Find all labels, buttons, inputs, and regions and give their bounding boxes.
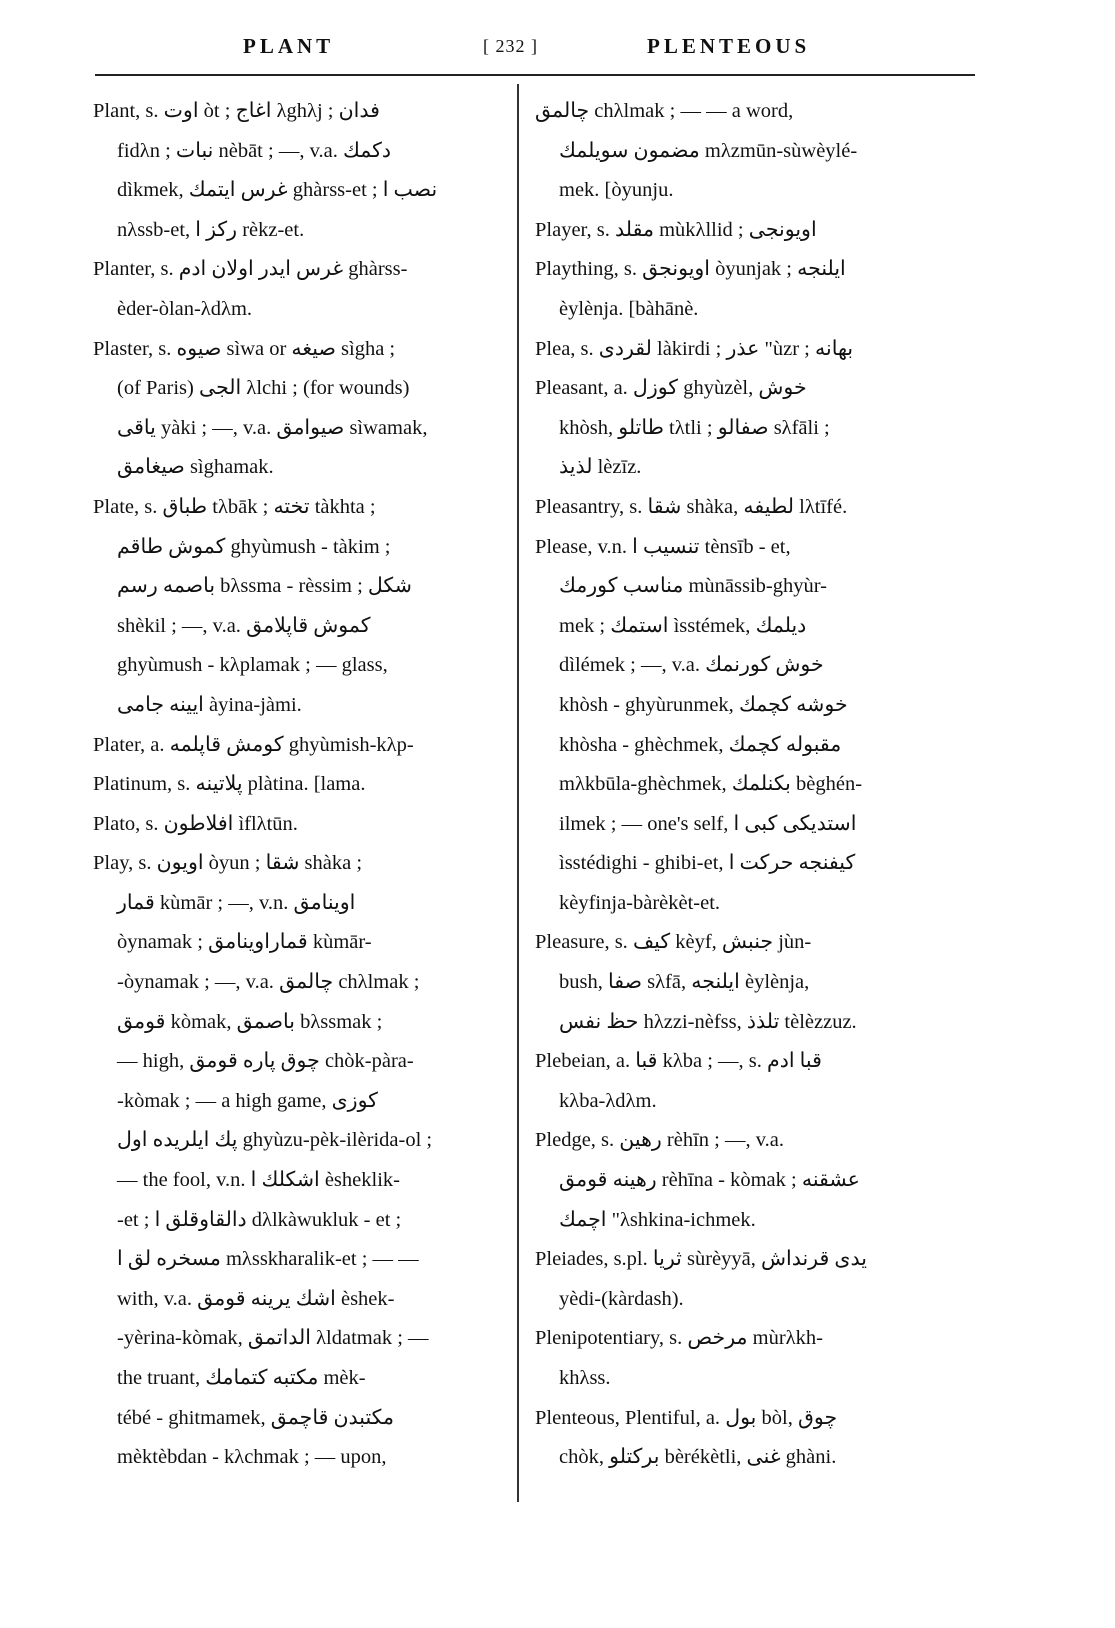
entry-continuation-line: kλba-λdλm. xyxy=(559,1089,657,1112)
entry-continuation-line: قمار kùmār ; —, v.n. اوينامق xyxy=(117,891,356,914)
entry-first-line: چالمق chλlmak ; — — a word, xyxy=(535,100,794,122)
header-left-word: PLANT xyxy=(243,34,335,58)
entry-continuation-line: dìlémek ; —, v.a. خوش كورنمك xyxy=(559,654,824,677)
entry-continuation-line: ياقى yàki ; —, v.a. صيوامق sìwamak, xyxy=(117,416,428,439)
entry-continuation-line: bush, صفا sλfā, ايلنجه èylènja, xyxy=(559,971,810,994)
entry-first-line: Plater, a. كومش قاپلمه ghyùmish-kλp- xyxy=(93,733,414,756)
entry-first-line: Plebeian, a. قبا kλba ; —, s. قبا ادم xyxy=(535,1050,822,1073)
dictionary-entry xyxy=(535,528,955,924)
entry-continuation-line: -òynamak ; —, v.a. چالمق chλlmak ; xyxy=(117,971,420,994)
dictionary-entry xyxy=(93,330,508,488)
dictionary-entry xyxy=(93,726,508,766)
right-column xyxy=(535,92,955,1478)
entry-continuation-line: — the fool, v.n. اشكلك ا èsheklik- xyxy=(117,1169,400,1192)
dictionary-entry xyxy=(535,488,955,528)
entry-continuation-line: لذيذ lèzīz. xyxy=(559,456,642,479)
entry-first-line: Plenteous, Plentiful, a. بول bòl, چوق xyxy=(535,1406,838,1429)
entry-first-line: Plenipotentiary, s. مرخص mùrλkh- xyxy=(535,1327,823,1350)
entry-continuation-line: with, v.a. اشك يرينه قومق èshek- xyxy=(117,1287,395,1310)
entry-continuation-line: chòk, بركتلو bèrékètli, غنى ghàni. xyxy=(559,1446,837,1469)
column-divider xyxy=(517,84,519,1502)
dictionary-entry xyxy=(93,805,508,845)
entry-continuation-line: mèktèbdan - kλchmak ; — upon, xyxy=(117,1446,387,1469)
entry-continuation-line: حظ نفس hλzzi-nèfss, تلذذ tèlèzzuz. xyxy=(559,1010,857,1033)
entry-first-line: Pleasure, s. كيف kèyf, جنبش jùn- xyxy=(535,931,812,954)
entry-continuation-line: مناسب كورمك mùnāssib-ghyùr- xyxy=(559,575,827,598)
entry-continuation-line: fidλn ; نبات nèbāt ; —, v.a. دكمك xyxy=(117,139,391,162)
entry-first-line: Platinum, s. پلاتينه plàtina. [lama. xyxy=(93,773,366,796)
entry-continuation-line: mek. [òyunju. xyxy=(559,179,674,202)
dictionary-entry xyxy=(93,844,508,1478)
dictionary-entry xyxy=(93,250,508,329)
dictionary-entry xyxy=(535,923,955,1042)
header-rule xyxy=(95,74,975,76)
entry-continuation-line: yèdi-(kàrdash). xyxy=(559,1287,684,1310)
entry-first-line: Pleasantry, s. شقا shàka, لطيفه lλtīfé. xyxy=(535,495,848,518)
entry-continuation-line: mek ; استمك ìsstémek, ديلمك xyxy=(559,614,807,637)
entry-continuation-line: èder-òlan-λdλm. xyxy=(117,297,253,320)
entry-first-line: Plaster, s. صيوه sìwa or صيغه sìgha ; xyxy=(93,337,396,360)
dictionary-entry xyxy=(535,369,955,488)
entry-continuation-line: كموش طاقم ghyùmush - tàkim ; xyxy=(117,535,391,558)
dictionary-entry xyxy=(535,250,955,329)
entry-continuation-line: اچمك "λshkina-ichmek. xyxy=(559,1208,756,1231)
entry-first-line: Plate, s. طباق tλbāk ; تخته tàkhta ; xyxy=(93,495,376,518)
entry-continuation-line: مضمون سويلمك mλzmūn-sùwèylé- xyxy=(559,139,858,162)
dictionary-entry xyxy=(535,211,955,251)
entry-continuation-line: پك ايلريده اول ghyùzu-pèk-ilèrida-ol ; xyxy=(117,1129,433,1152)
header-right-word: PLENTEOUS xyxy=(647,34,811,58)
entry-continuation-line: dìkmek, غرس ايتمك ghàrss-et ; نصب ا xyxy=(117,179,438,202)
dictionary-entry xyxy=(535,1319,955,1398)
entry-first-line: Player, s. مقلد mùkλllid ; اويونجى xyxy=(535,218,817,241)
dictionary-entry xyxy=(535,92,955,211)
entry-continuation-line: -kòmak ; — a high game, كوزى xyxy=(117,1089,378,1112)
entry-first-line: Pleiades, s.pl. ثريا sùrèyyā, يدى قرنداش xyxy=(535,1248,867,1271)
page-number: [ 232 ] xyxy=(483,36,538,56)
entry-continuation-line: ايينه جامى àyina-jàmi. xyxy=(117,693,302,716)
entry-first-line: Please, v.n. تنسيب ا tènsīb - et, xyxy=(535,535,791,558)
entry-first-line: Play, s. اويون òyun ; شقا shàka ; xyxy=(93,852,363,875)
entry-continuation-line: ilmek ; — one's self, استديكى كبى ا xyxy=(559,812,857,835)
dictionary-entry xyxy=(535,330,955,370)
entry-continuation-line: (of Paris) الجى λlchi ; (for wounds) xyxy=(117,377,410,400)
entry-continuation-line: mλkbūla-ghèchmek, بكنلمك bèghén- xyxy=(559,773,863,796)
entry-first-line: Pleasant, a. كوزل ghyùzèl, خوش xyxy=(535,377,807,400)
dictionary-entry xyxy=(535,1240,955,1319)
entry-first-line: Pledge, s. رهين rèhīn ; —, v.a. xyxy=(535,1129,785,1152)
dictionary-entry xyxy=(535,1399,955,1478)
entry-continuation-line: shèkil ; —, v.a. كموش قاپلامق xyxy=(117,614,371,637)
entry-first-line: Planter, s. غرس ايدر اولان ادم ghàrss- xyxy=(93,258,408,281)
page-header xyxy=(95,28,975,74)
entry-continuation-line: رهينه قومق rèhīna - kòmak ; عشقنه xyxy=(559,1169,860,1192)
entry-continuation-line: مسخره لق ا mλsskharalik-et ; — — xyxy=(117,1248,419,1271)
entry-continuation-line: khòsh, طاتلو tλtli ; صفالو sλfāli ; xyxy=(559,416,830,439)
left-column xyxy=(93,92,508,1478)
entry-continuation-line: èylènja. [bàhānè. xyxy=(559,297,699,320)
entry-first-line: Plea, s. لقردى làkirdi ; عذر "ùzr ; بهانه xyxy=(535,337,854,360)
entry-first-line: Plant, s. اوت òt ; اغاج λghλj ; فدان xyxy=(93,100,380,122)
entry-first-line: Plaything, s. اويونجق òyunjak ; ايلنجه xyxy=(535,258,846,281)
entry-continuation-line: khλss. xyxy=(559,1367,611,1389)
dictionary-entry xyxy=(93,488,508,726)
entry-continuation-line: -et ; دالقاوقلق ا dλlkàwukluk - et ; xyxy=(117,1208,402,1231)
entry-continuation-line: the truant, مكتبه كتمامك mèk- xyxy=(117,1367,366,1389)
entry-continuation-line: ìsstédighi - ghibi-et, كيفنجه حركت ا xyxy=(559,852,856,875)
entry-continuation-line: قومق kòmak, باصمق bλssmak ; xyxy=(117,1010,383,1033)
entry-first-line: Plato, s. افلاطون ìflλtūn. xyxy=(93,812,298,835)
dictionary-entry xyxy=(93,765,508,805)
entry-continuation-line: tébé - ghitmamek, مكتبدن قاچمق xyxy=(117,1406,394,1429)
entry-continuation-line: nλssb-et, ركز ا rèkz-et. xyxy=(117,218,305,241)
entry-continuation-line: باصمه رسم bλssma - rèssim ; شكل xyxy=(117,575,412,598)
entry-continuation-line: — high, چوق پاره قومق chòk-pàra- xyxy=(117,1050,414,1073)
entry-continuation-line: ghyùmush - kλplamak ; — glass, xyxy=(117,654,388,677)
entry-continuation-line: -yèrina-kòmak, الداتمق λldatmak ; — xyxy=(117,1327,429,1350)
entry-continuation-line: khòsh - ghyùrunmek, خوشه كچمك xyxy=(559,693,848,716)
entry-continuation-line: khòsha - ghèchmek, مقبوله كچمك xyxy=(559,733,842,756)
dictionary-entry xyxy=(535,1042,955,1121)
dictionary-entry xyxy=(93,92,508,250)
entry-continuation-line: kèyfinja-bàrèkèt-et. xyxy=(559,891,721,914)
entry-continuation-line: صيغامق sìghamak. xyxy=(117,456,274,479)
entry-continuation-line: òynamak ; قماراوينامق kùmār- xyxy=(117,931,372,954)
dictionary-entry xyxy=(535,1121,955,1240)
